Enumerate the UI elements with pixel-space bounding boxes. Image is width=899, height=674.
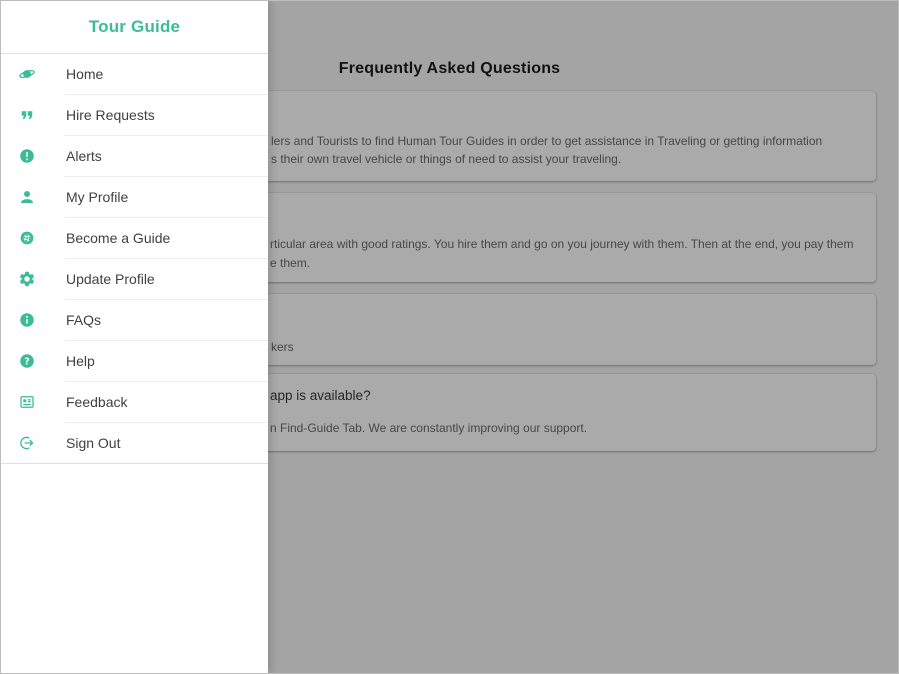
faq-answer-line: n Find-Guide Tab. We are constantly improving our support.: [270, 421, 588, 435]
faq-question: app is available?: [270, 388, 371, 403]
person-icon: [18, 188, 66, 206]
navigation-drawer: [1, 1, 268, 673]
sidebar-item-home[interactable]: [1, 54, 268, 94]
sidebar-item-label: My Profile: [66, 189, 129, 205]
gear-icon: [18, 270, 66, 288]
sidebar-item-label: Alerts: [66, 148, 102, 164]
sidebar-item-my-profile[interactable]: [1, 177, 268, 217]
sidebar-item-label: Feedback: [66, 394, 128, 410]
sign-out-icon: [18, 434, 66, 452]
sidebar-item-label: Become a Guide: [66, 230, 171, 246]
sidebar-item-label: Update Profile: [66, 271, 155, 287]
error-icon: [18, 147, 66, 165]
faq-answer-line: s their own travel vehicle or things of need to assist your traveling.: [271, 152, 622, 166]
sidebar-item-sign-out[interactable]: [1, 423, 268, 463]
help-icon: [18, 352, 66, 370]
info-icon: [18, 311, 66, 329]
sidebar-item-hire-requests[interactable]: [1, 95, 268, 135]
faq-answer-line: kers: [271, 340, 294, 354]
sidebar-item-label: Sign Out: [66, 435, 121, 451]
faq-answer-line: rticular area with good ratings. You hire them and go on you journey with them. Then at the end, you pay them: [270, 237, 854, 251]
drawer-title: Tour Guide: [88, 17, 181, 36]
sidebar-item-become-a-guide[interactable]: [1, 218, 268, 258]
sidebar-item-label: Hire Requests: [66, 107, 155, 123]
sidebar-item-label: FAQs: [66, 312, 102, 328]
quote-icon: [18, 106, 66, 124]
divider: [1, 463, 268, 464]
sidebar-item-label: Home: [66, 66, 104, 82]
svg-text:?: ?: [24, 356, 30, 368]
planet-icon: [18, 65, 66, 83]
guide-badge-icon: [18, 229, 66, 247]
sidebar-item-update-profile[interactable]: [1, 259, 268, 299]
faq-answer-line: e them.: [270, 256, 311, 270]
faq-answer-line: lers and Tourists to find Human Tour Guides in order to get assistance in Traveling or getting information: [271, 134, 823, 148]
sidebar-item-feedback[interactable]: [1, 382, 268, 422]
sidebar-item-help[interactable]: [1, 341, 268, 381]
sidebar-item-label: Help: [66, 353, 95, 369]
sidebar-item-alerts[interactable]: [1, 136, 268, 176]
page-title: Frequently Asked Questions: [338, 60, 561, 77]
feedback-icon: [18, 393, 66, 411]
drawer-header: [1, 1, 268, 53]
sidebar-item-faqs[interactable]: [1, 300, 268, 340]
